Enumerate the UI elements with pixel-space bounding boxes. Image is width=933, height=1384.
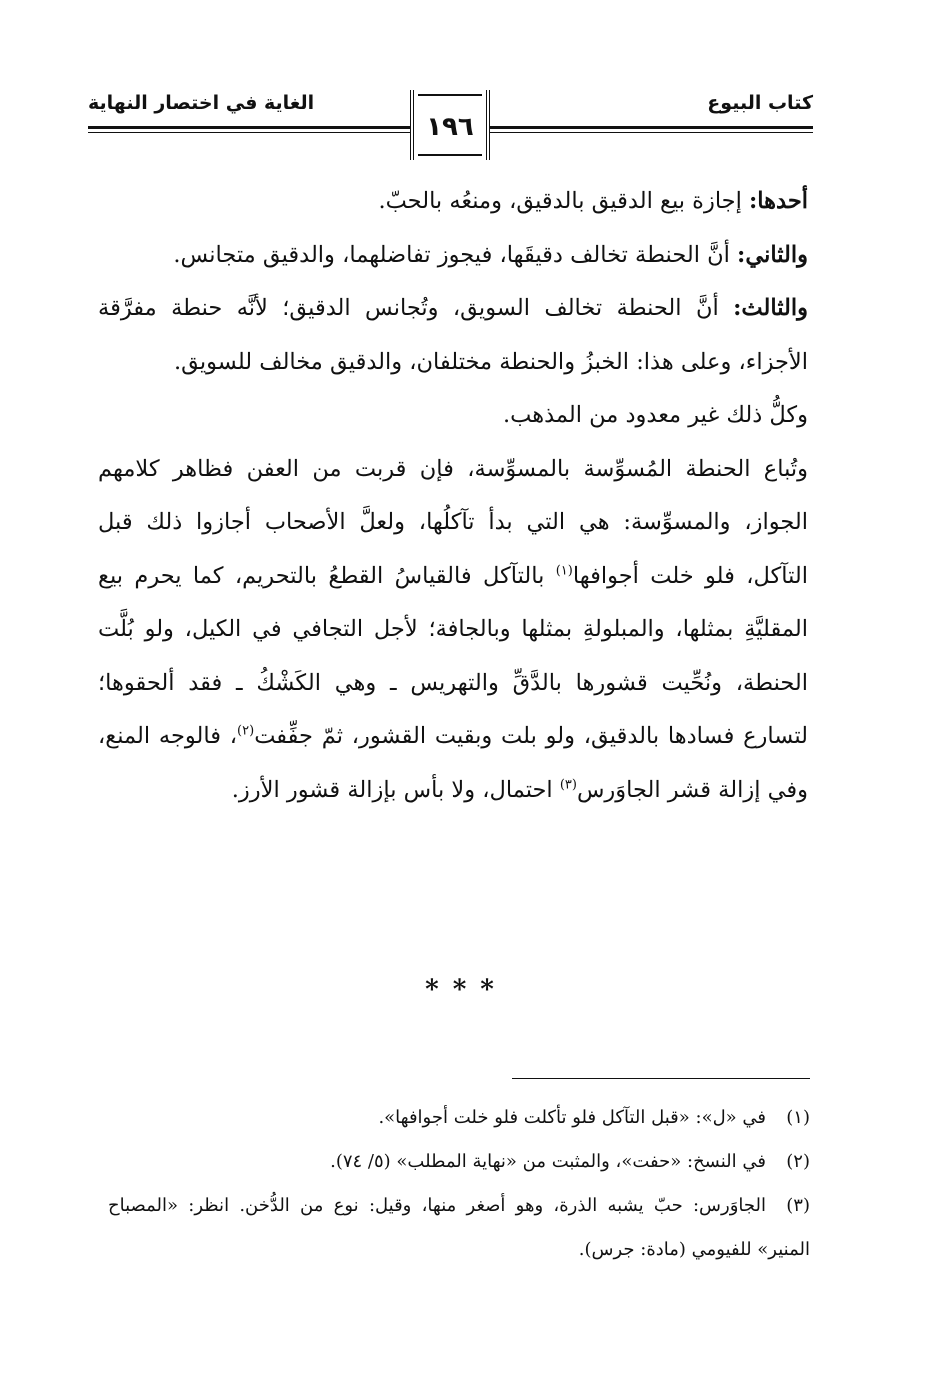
paragraph-text: بالتآكل فالقياسُ القطعُ بالتحريم، كما يحرم بيع المقليَّةِ بمثلها، والمبلولةِ بمثلها وبالجافة؛ لأجل التجافي في الكيل، ولو بُلَّت الحنطة، ونُحِّيت قشورها بالدَّقِّ والتهريس ـ وهي الكَشْكُ ـ فقد ألحقوها؛ لتسارع فسادها بالدقيق، ولو بلت وبقيت القشور، ثمّ جفِّفت [98, 562, 808, 749]
footnote-ref-2[interactable]: (٢) [237, 723, 255, 739]
footnote-ref-1[interactable]: (١) [555, 563, 573, 578]
paragraph-1 [98, 175, 808, 229]
footnote-1 [108, 1096, 810, 1140]
footnote-text: في النسخ: «حفت»، والمثبت من «نهاية المطلب» (٥/ ٧٤). [330, 1151, 766, 1172]
footnote-number: (١) [786, 1107, 810, 1128]
paragraph-5 [98, 443, 808, 818]
footnote-3 [108, 1184, 810, 1272]
paragraph-lead: والثاني: [737, 241, 808, 268]
page-number-frame [410, 90, 490, 160]
paragraph-text: ، فالوجه المنع، وفي إزالة قشر الجاوَرس [98, 723, 808, 803]
paragraph-text: وكلُّ ذلك غير معدود من المذهب. [502, 402, 808, 428]
paragraph-4 [98, 389, 808, 443]
footnote-ref-3[interactable]: (٣) [559, 777, 577, 792]
footnotes [108, 1096, 810, 1272]
paragraph-text: احتمال، ولا بأس بإزالة قشور الأرز. [231, 776, 560, 803]
section-separator: *** [425, 975, 508, 1005]
footnote-text: الجاوَرس: حبّ يشبه الذرة، وهو أصغر منها، وقيل: نوع من الدُّخن. انظر: «المصباح المنير» للفيومي (مادة: جرس). [108, 1195, 810, 1260]
paragraph-lead: أحدها: [749, 188, 808, 214]
main-text [98, 175, 808, 817]
paragraph-lead: والثالث: [733, 295, 808, 321]
paragraph-text: وتُباع الحنطة المُسوِّسة بالمسوِّسة، فإن قربت من العفن فظاهر كلامهم الجواز، والمسوِّسة: هي التي بدأ تآكلُها، ولعلَّ الأصحاب أجازوا ذلك قبل التآكل، فلو خلت أجوافها [98, 455, 808, 589]
footnote-number: (٢) [786, 1151, 810, 1172]
paragraph-3 [98, 282, 808, 389]
paragraph-text: أنَّ الحنطة تخالف السويق، وتُجانس الدقيق؛ لأنَّه حنطة مفرَّقة الأجزاء، وعلى هذا: الخبزُ والحنطة مختلفان، والدقيق مخالف للسويق. [98, 295, 808, 375]
footnote-text: في «ل»: «قبل التآكل فلو تأكلت فلو خلت أجوافها». [378, 1107, 766, 1128]
footnote-number: (٣) [786, 1195, 810, 1216]
page-number: ١٩٦ [426, 112, 474, 142]
paragraph-text: أنَّ الحنطة تخالف دقيقَها، فيجوز تفاضلهما، والدقيق متجانس. [173, 241, 738, 268]
running-header [88, 90, 813, 162]
footnote-rule [512, 1078, 810, 1079]
footnote-2 [108, 1140, 810, 1184]
paragraph-text: إجازة بيع الدقيق بالدقيق، ومنعُه بالحبّ. [378, 188, 749, 214]
book-title: الغاية في اختصار النهاية [88, 92, 315, 114]
chapter-title: كتاب البيوع [707, 92, 813, 114]
paragraph-2 [98, 229, 808, 283]
